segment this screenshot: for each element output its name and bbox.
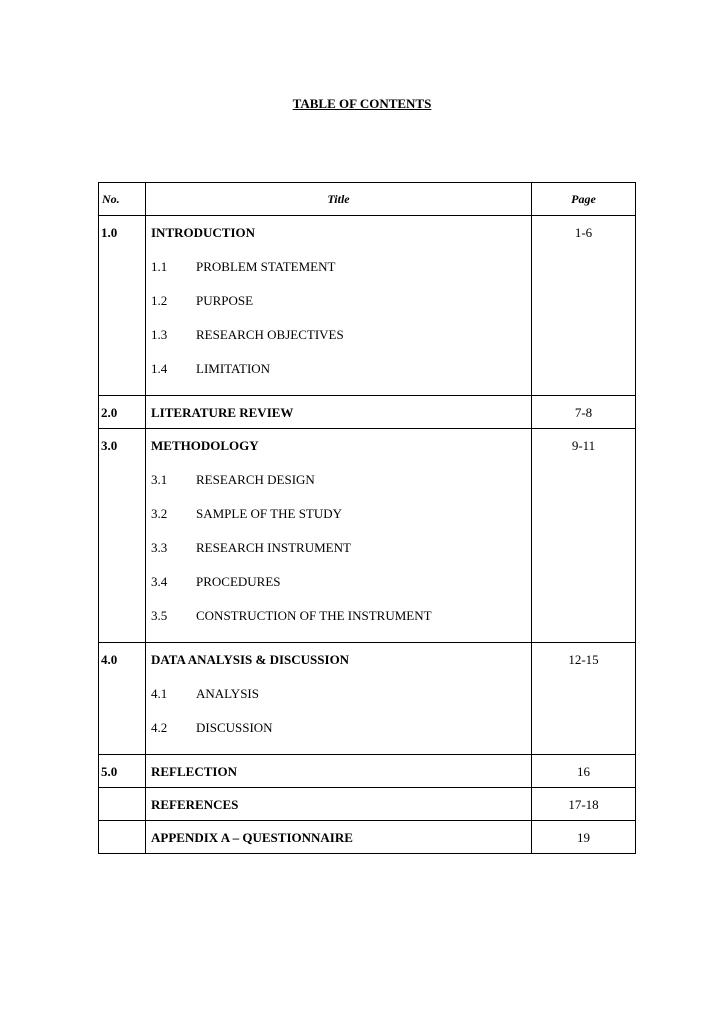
subsection-number: 1.3 — [151, 327, 168, 342]
section-number: 5.0 — [99, 755, 146, 788]
subsection-title: CONSTRUCTION OF THE INSTRUMENT — [196, 608, 432, 623]
subsection-number: 3.2 — [151, 506, 168, 521]
section-number — [99, 788, 146, 821]
header-title: Title — [146, 183, 532, 216]
section-title-cell — [146, 216, 532, 396]
subsection-title: ANALYSIS — [196, 686, 259, 701]
section-number: 1.0 — [99, 216, 146, 396]
subsection-title: LIMITATION — [196, 361, 271, 376]
toc-table — [98, 182, 636, 854]
section-title: INTRODUCTION — [151, 225, 256, 240]
section-title-cell — [146, 821, 532, 854]
subsection-item — [151, 293, 531, 327]
section-page: 9-11 — [532, 429, 636, 643]
subsection-title: RESEARCH OBJECTIVES — [196, 327, 344, 342]
section-number: 3.0 — [99, 429, 146, 643]
section-number: 2.0 — [99, 396, 146, 429]
toc-row — [99, 216, 636, 396]
section-title: DATA ANALYSIS & DISCUSSION — [151, 652, 350, 667]
section-title: METHODOLOGY — [151, 438, 259, 453]
section-title-cell — [146, 429, 532, 643]
section-page: 7-8 — [532, 396, 636, 429]
section-number — [99, 821, 146, 854]
toc-row — [99, 643, 636, 755]
toc-row — [99, 755, 636, 788]
subsection-item — [151, 506, 531, 540]
page-title — [0, 96, 728, 112]
section-number: 4.0 — [99, 643, 146, 755]
section-title: LITERATURE REVIEW — [151, 405, 294, 420]
toc-header-row — [99, 183, 636, 216]
section-page: 1-6 — [532, 216, 636, 396]
toc-row — [99, 788, 636, 821]
section-page: 19 — [532, 821, 636, 854]
subsection-number: 1.1 — [151, 259, 168, 274]
header-no: No. — [99, 183, 146, 216]
subsection-item — [151, 361, 531, 395]
subsection-title: PROCEDURES — [196, 574, 281, 589]
page-title-text: TABLE OF CONTENTS — [292, 96, 432, 111]
subsection-item — [151, 720, 531, 754]
subsection-title: DISCUSSION — [196, 720, 273, 735]
section-title-cell — [146, 396, 532, 429]
subsection-number: 1.4 — [151, 361, 168, 376]
subsection-title: PURPOSE — [196, 293, 254, 308]
toc-row — [99, 429, 636, 643]
subsection-title: RESEARCH DESIGN — [196, 472, 315, 487]
subsection-number: 4.2 — [151, 720, 168, 735]
subsection-item — [151, 259, 531, 293]
subsection-item — [151, 327, 531, 361]
subsection-number: 4.1 — [151, 686, 168, 701]
section-title: REFLECTION — [151, 764, 237, 779]
subsection-title: PROBLEM STATEMENT — [196, 259, 336, 274]
section-title: APPENDIX A – QUESTIONNAIRE — [151, 830, 353, 845]
section-page: 12-15 — [532, 643, 636, 755]
subsection-item — [151, 608, 531, 642]
subsection-number: 3.4 — [151, 574, 168, 589]
section-title-cell — [146, 755, 532, 788]
section-page: 17-18 — [532, 788, 636, 821]
subsection-number: 3.3 — [151, 540, 168, 555]
subsection-number: 3.5 — [151, 608, 168, 623]
subsection-item — [151, 574, 531, 608]
header-page: Page — [532, 183, 636, 216]
subsection-item — [151, 686, 531, 720]
toc-row — [99, 396, 636, 429]
subsection-number: 3.1 — [151, 472, 168, 487]
toc-row — [99, 821, 636, 854]
subsection-item — [151, 540, 531, 574]
section-page: 16 — [532, 755, 636, 788]
section-title-cell — [146, 788, 532, 821]
subsection-title: RESEARCH INSTRUMENT — [196, 540, 351, 555]
section-title: REFERENCES — [151, 797, 239, 812]
subsection-title: SAMPLE OF THE STUDY — [196, 506, 343, 521]
section-title-cell — [146, 643, 532, 755]
subsection-number: 1.2 — [151, 293, 168, 308]
subsection-item — [151, 472, 531, 506]
toc-body — [99, 216, 636, 854]
